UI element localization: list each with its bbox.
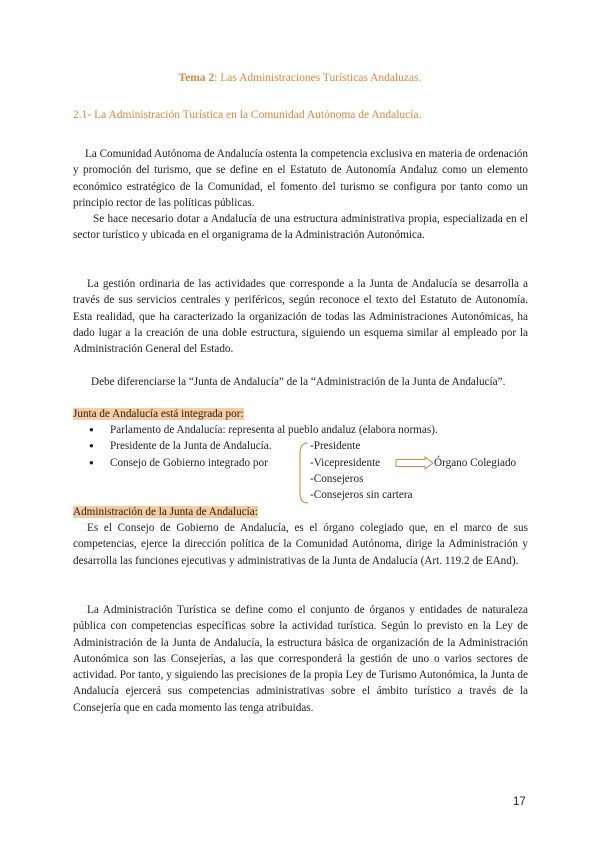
paragraph-5: Es el Consejo de Gobierno de Andalucía, es el órgano colegiado que, en el marco de sus competencias, ejerce la dirección política de la Comunidad Autónoma, dirige la Administración y desarrolla las funciones ejecutivas y administrativas de la Junta de Andalucía (Art. 119.2 de EAnd). <box>73 522 528 567</box>
paragraph-4: Debe diferenciarse la “Junta de Andalucía” de la “Administración de la Junta de Andalucía”. <box>91 376 506 388</box>
member-consejeros-sin-cartera: -Consejeros sin cartera <box>310 489 413 501</box>
junta-heading-text: Junta de Andalucía está integrada por: <box>73 408 244 420</box>
list-item: ● Parlamento de Andalucía: representa al pueblo andaluz (elabora normas). <box>86 422 536 438</box>
member-presidente: -Presidente <box>310 440 361 452</box>
page-number: 17 <box>513 796 526 808</box>
organo-colegiado-label: Órgano Colegiado <box>434 457 517 469</box>
member-consejeros: -Consejeros <box>310 473 364 485</box>
title-rest: : Las Administraciones Turísticas Andaluzas. <box>214 72 422 84</box>
paragraph-2: Se hace necesario dotar a Andalucía de una estructura administrativa propia, especializada en el sector turístico y ubicada en el organigrama de la Administración Autonómica. <box>73 213 528 242</box>
list-item: ● Presidente de la Junta de Andalucía. <box>86 438 536 454</box>
paragraph-3: La gestión ordinaria de las actividades que corresponde a la Junta de Andalucía se desarrolla a través de sus servicios centrales y periféricos, según reconoce el texto del Estatuto de Autonomía. Esta realidad, que ha caracterizado la organización de todas las Administraciones Autonómicas, ha dado lugar a la creación de una doble estructura, siguiendo un esquema similar al empleado por la Administración General del Estado. <box>73 278 528 356</box>
member-vicepresidente: -Vicepresidente <box>310 457 381 469</box>
admin-heading-text: Administración de la Junta de Andalucía: <box>73 506 258 518</box>
paragraph-1: La Comunidad Autónoma de Andalucía ostenta la competencia exclusiva en materia de ordenación y promoción del turismo, que se define en el Estatuto de Autonomía Andaluz como un elemento económico estratégico de la Comunidad, el fomento del turismo se configura por tanto como un principio rector de las políticas públicas. <box>73 148 528 209</box>
arrow-icon <box>395 456 435 470</box>
admin-heading <box>73 504 258 520</box>
paragraph-6: La Administración Turística se define como el conjunto de órganos y entidades de naturaleza pública con competencias específicas sobre la actividad turística. Según lo previsto en la Ley de Administración de la Junta de Andalucía, la estructura básica de organización de la Administración Autonómica son las Consejerías, a las que corresponderá la gestión de uno o varios sectores de actividad. Por tanto, y siguiendo las precisiones de la propia Ley de Turismo Autonómica, la Junta de Andalucía ejercerá sus competencias administrativas sobre el ámbito turístico a través de la Consejería que en cada momento las tenga atribuidas. <box>73 604 528 714</box>
section-heading: 2.1- La Administración Turística en la Comunidad Autónoma de Andalucía. <box>73 109 422 121</box>
junta-heading <box>73 406 244 422</box>
list-item: ● Consejo de Gobierno integrado por <box>86 455 536 471</box>
title-prefix: Tema 2 <box>178 72 215 84</box>
page-title <box>0 72 600 84</box>
